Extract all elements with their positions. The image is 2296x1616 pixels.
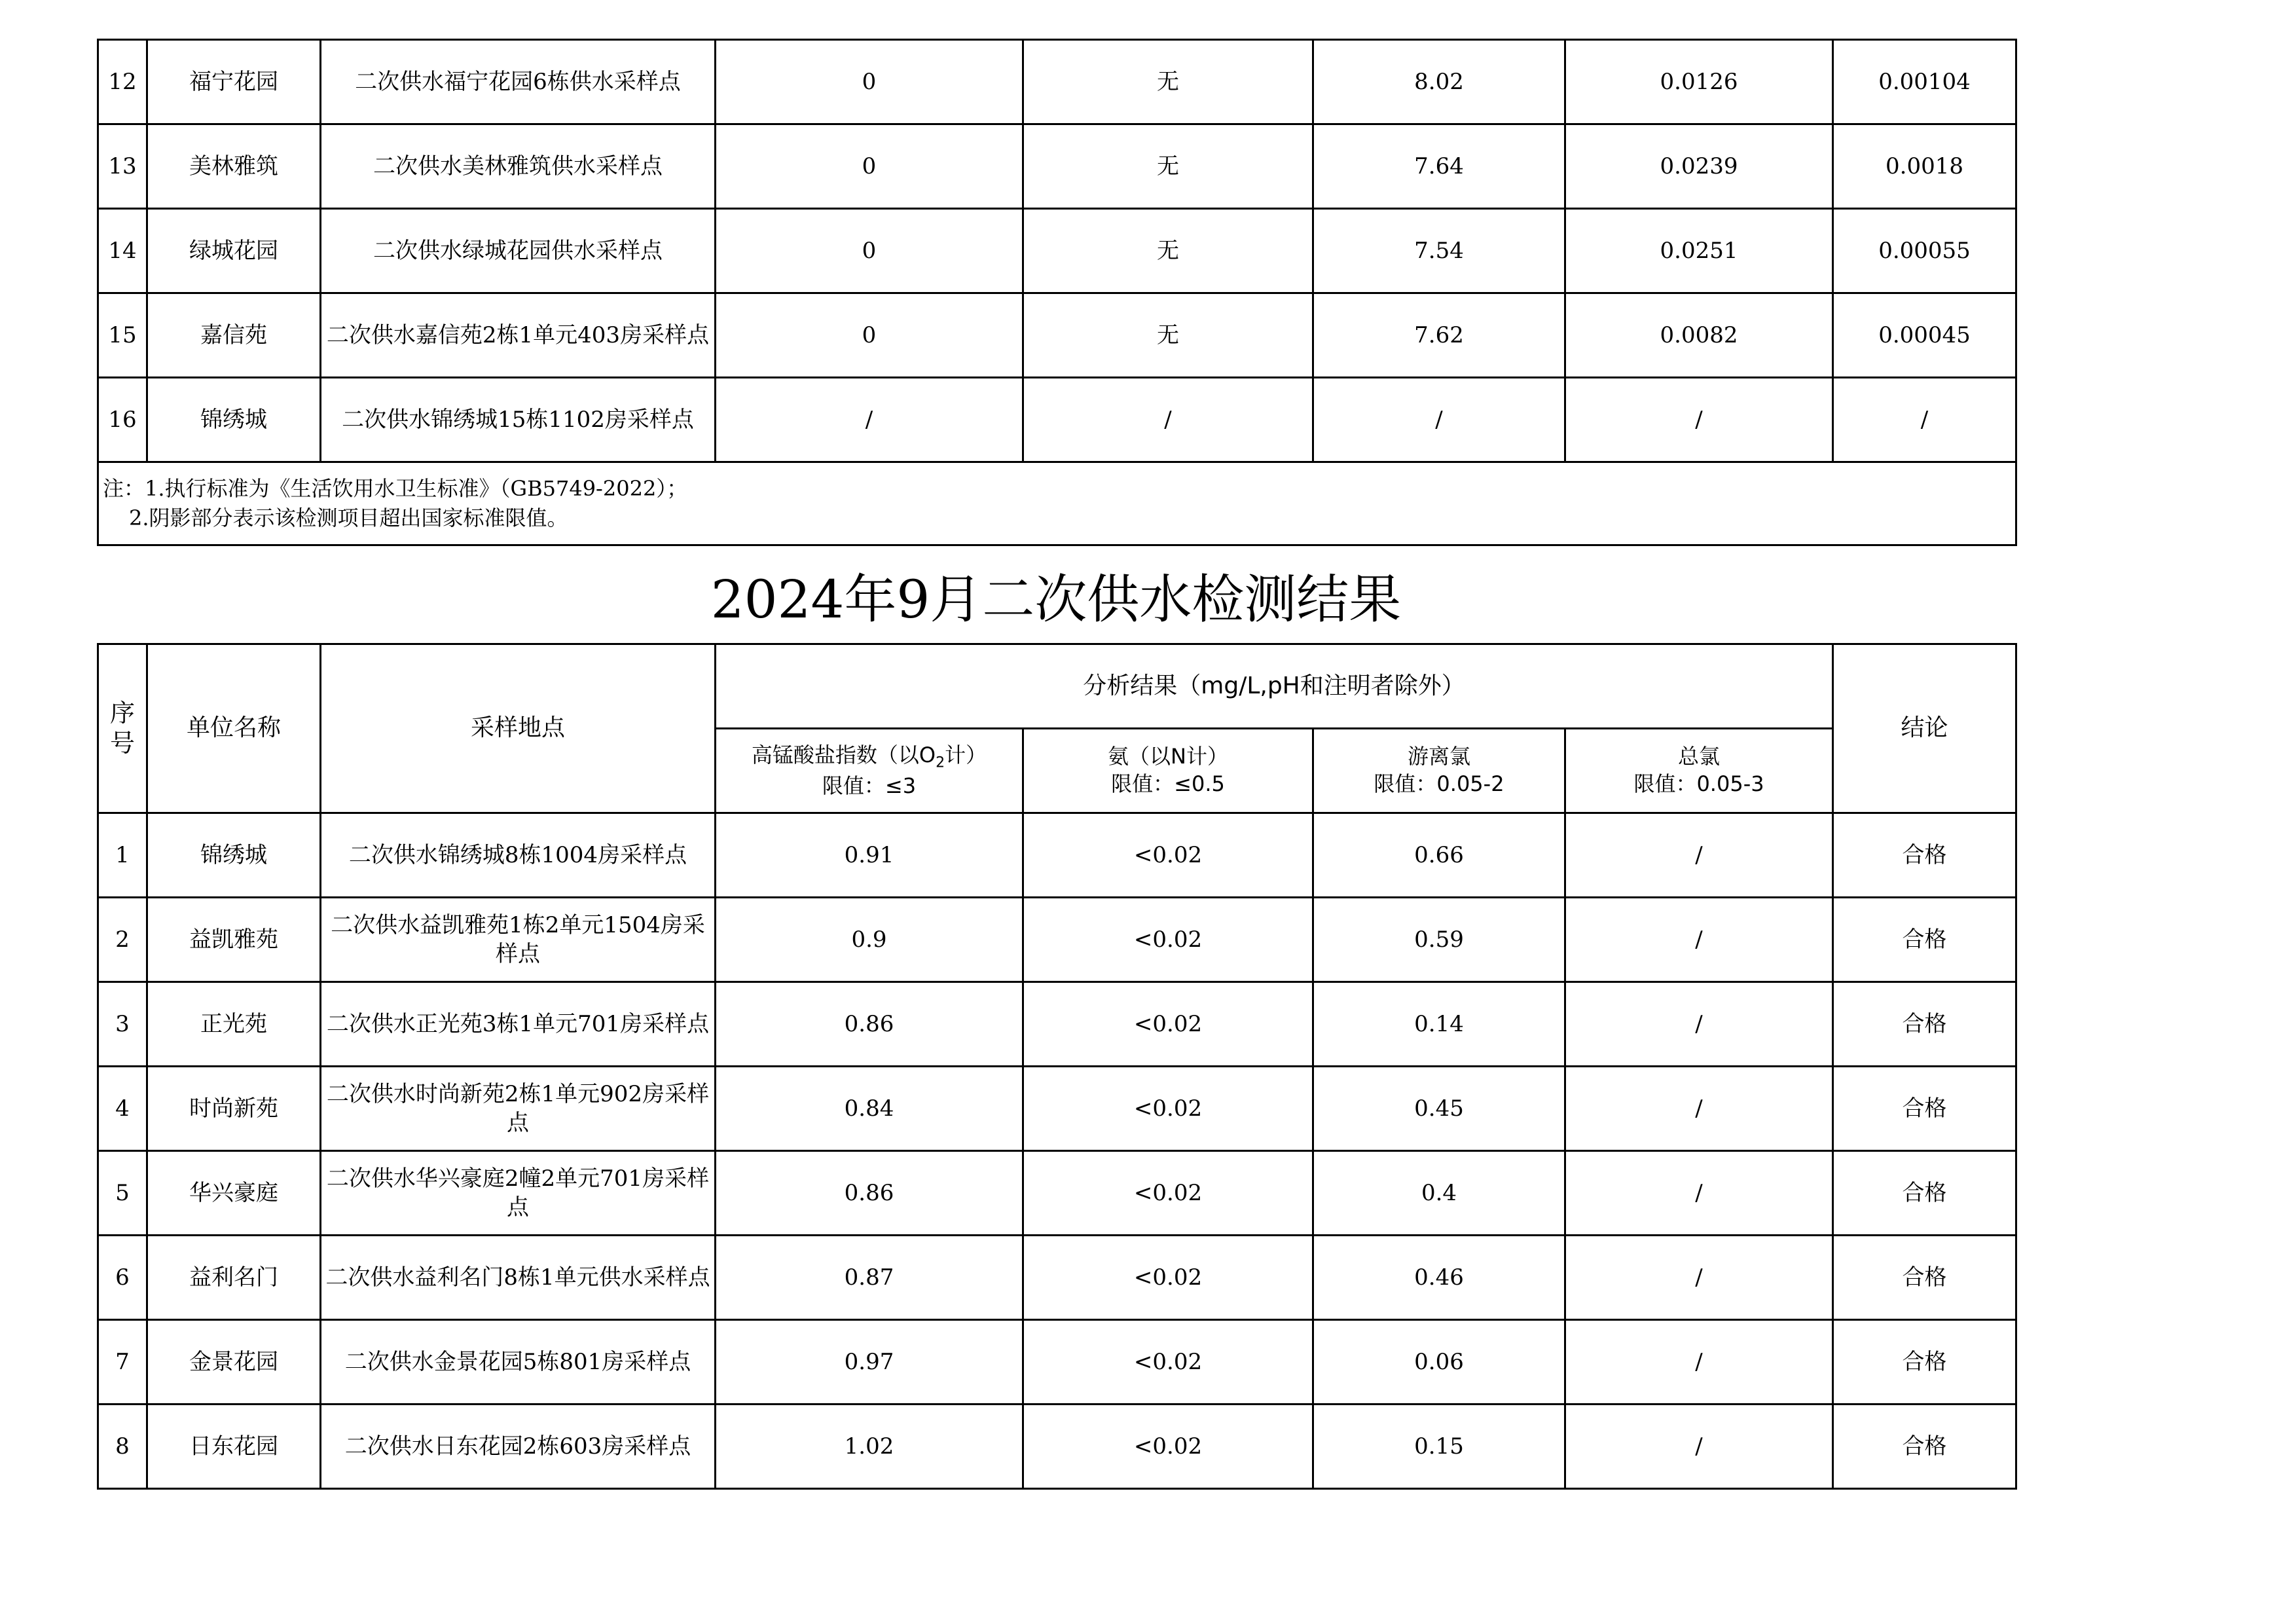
value-cell: 0 — [716, 293, 1023, 378]
permanganate-value: 0.84 — [716, 1067, 1023, 1151]
header-total-chlorine-name: 总氯 — [1678, 744, 1721, 769]
value-cell: / — [1565, 378, 1833, 462]
header-ammonia-name: 氨（以N计） — [1108, 744, 1228, 769]
row-number: 7 — [98, 1320, 147, 1405]
row-number: 14 — [98, 209, 147, 293]
permanganate-value: 0.86 — [716, 982, 1023, 1067]
value-cell: / — [1833, 378, 2016, 462]
permanganate-value: 1.02 — [716, 1405, 1023, 1489]
free-chlorine-value: 0.4 — [1313, 1151, 1565, 1236]
value-cell: 0.0126 — [1565, 40, 1833, 124]
conclusion-value: 合格 — [1833, 1405, 2016, 1489]
sampling-site: 二次供水绿城花园供水采样点 — [321, 209, 716, 293]
header-unit: 单位名称 — [147, 644, 321, 813]
sampling-site: 二次供水嘉信苑2栋1单元403房采样点 — [321, 293, 716, 378]
total-chlorine-value: / — [1565, 1236, 1833, 1320]
sampling-site: 二次供水正光苑3栋1单元701房采样点 — [321, 982, 716, 1067]
notes-cell — [98, 462, 2016, 545]
previous-results-table — [97, 39, 2017, 546]
header-free-chlorine — [1313, 729, 1565, 813]
table-row — [98, 40, 2016, 124]
permanganate-value: 0.9 — [716, 898, 1023, 982]
row-number: 12 — [98, 40, 147, 124]
header-conclusion: 结论 — [1833, 644, 2016, 813]
total-chlorine-value: / — [1565, 1405, 1833, 1489]
unit-name: 嘉信苑 — [147, 293, 321, 378]
row-number: 16 — [98, 378, 147, 462]
total-chlorine-value: / — [1565, 1320, 1833, 1405]
row-number: 2 — [98, 898, 147, 982]
free-chlorine-value: 0.14 — [1313, 982, 1565, 1067]
unit-name: 美林雅筑 — [147, 124, 321, 209]
notes-row — [98, 462, 2016, 545]
ammonia-value: <0.02 — [1023, 813, 1313, 898]
conclusion-value: 合格 — [1833, 1236, 2016, 1320]
total-chlorine-value: / — [1565, 1151, 1833, 1236]
total-chlorine-value: / — [1565, 982, 1833, 1067]
header-permanganate — [716, 729, 1023, 813]
ammonia-value: <0.02 — [1023, 1067, 1313, 1151]
unit-name: 正光苑 — [147, 982, 321, 1067]
table-row — [98, 293, 2016, 378]
conclusion-value: 合格 — [1833, 1320, 2016, 1405]
unit-name: 益凯雅苑 — [147, 898, 321, 982]
total-chlorine-value: / — [1565, 1067, 1833, 1151]
value-cell: 0 — [716, 124, 1023, 209]
unit-name: 福宁花园 — [147, 40, 321, 124]
value-cell: 无 — [1023, 293, 1313, 378]
table-row — [98, 1236, 2016, 1320]
header-total-chlorine — [1565, 729, 1833, 813]
total-chlorine-value: / — [1565, 813, 1833, 898]
ammonia-value: <0.02 — [1023, 898, 1313, 982]
row-number: 3 — [98, 982, 147, 1067]
sampling-site: 二次供水锦绣城8栋1004房采样点 — [321, 813, 716, 898]
permanganate-value: 0.86 — [716, 1151, 1023, 1236]
header-seq-line1: 序 — [109, 698, 135, 727]
free-chlorine-value: 0.45 — [1313, 1067, 1565, 1151]
free-chlorine-value: 0.46 — [1313, 1236, 1565, 1320]
value-cell: 无 — [1023, 124, 1313, 209]
total-chlorine-value: / — [1565, 898, 1833, 982]
table-row — [98, 378, 2016, 462]
value-cell: 无 — [1023, 40, 1313, 124]
conclusion-value: 合格 — [1833, 898, 2016, 982]
value-cell: 0 — [716, 209, 1023, 293]
sampling-site: 二次供水日东花园2栋603房采样点 — [321, 1405, 716, 1489]
table-row — [98, 982, 2016, 1067]
header-ammonia-limit: 限值：≤0.5 — [1111, 771, 1225, 796]
row-number: 15 — [98, 293, 147, 378]
value-cell: / — [716, 378, 1023, 462]
table-row — [98, 813, 2016, 898]
row-number: 6 — [98, 1236, 147, 1320]
value-cell: 7.54 — [1313, 209, 1565, 293]
sampling-site: 二次供水益凯雅苑1栋2单元1504房采样点 — [321, 898, 716, 982]
table-row — [98, 898, 2016, 982]
results-table — [97, 643, 2017, 1490]
header-permanganate-limit: 限值：≤3 — [822, 773, 917, 798]
ammonia-value: <0.02 — [1023, 1320, 1313, 1405]
sampling-site: 二次供水锦绣城15栋1102房采样点 — [321, 378, 716, 462]
table-row — [98, 1405, 2016, 1489]
free-chlorine-value: 0.15 — [1313, 1405, 1565, 1489]
value-cell: / — [1313, 378, 1565, 462]
row-number: 5 — [98, 1151, 147, 1236]
unit-name: 绿城花园 — [147, 209, 321, 293]
permanganate-value: 0.87 — [716, 1236, 1023, 1320]
header-ammonia — [1023, 729, 1313, 813]
header-site: 采样地点 — [321, 644, 716, 813]
unit-name: 益利名门 — [147, 1236, 321, 1320]
table-row — [98, 1320, 2016, 1405]
unit-name: 锦绣城 — [147, 813, 321, 898]
sampling-site: 二次供水美林雅筑供水采样点 — [321, 124, 716, 209]
conclusion-value: 合格 — [1833, 1151, 2016, 1236]
sampling-site: 二次供水益利名门8栋1单元供水采样点 — [321, 1236, 716, 1320]
row-number: 13 — [98, 124, 147, 209]
ammonia-value: <0.02 — [1023, 1236, 1313, 1320]
value-cell: 0 — [716, 40, 1023, 124]
free-chlorine-value: 0.59 — [1313, 898, 1565, 982]
conclusion-value: 合格 — [1833, 813, 2016, 898]
note-line-1: 注：1.执行标准为《生活饮用水卫生标准》（GB5749-2022）； — [103, 476, 688, 502]
value-cell: 7.62 — [1313, 293, 1565, 378]
ammonia-value: <0.02 — [1023, 982, 1313, 1067]
value-cell: 0.00055 — [1833, 209, 2016, 293]
header-permanganate-name: 高锰酸盐指数（以$O_2$计） — [751, 742, 987, 771]
row-number: 1 — [98, 813, 147, 898]
value-cell: 无 — [1023, 209, 1313, 293]
sampling-site: 二次供水时尚新苑2栋1单元902房采样点 — [321, 1067, 716, 1151]
note-line-2: 2.阴影部分表示该检测项目超出国家标准限值。 — [129, 505, 568, 530]
unit-name: 金景花园 — [147, 1320, 321, 1405]
value-cell: 7.64 — [1313, 124, 1565, 209]
table-row — [98, 209, 2016, 293]
permanganate-value: 0.97 — [716, 1320, 1023, 1405]
table-row — [98, 1067, 2016, 1151]
unit-name: 华兴豪庭 — [147, 1151, 321, 1236]
header-free-chlorine-limit: 限值：0.05-2 — [1374, 771, 1504, 796]
row-number: 4 — [98, 1067, 147, 1151]
sampling-site: 二次供水华兴豪庭2幢2单元701房采样点 — [321, 1151, 716, 1236]
sampling-site: 二次供水金景花园5栋801房采样点 — [321, 1320, 716, 1405]
free-chlorine-value: 0.66 — [1313, 813, 1565, 898]
header-total-chlorine-limit: 限值：0.05-3 — [1633, 771, 1764, 796]
value-cell: 8.02 — [1313, 40, 1565, 124]
unit-name: 日东花园 — [147, 1405, 321, 1489]
value-cell: 0.0251 — [1565, 209, 1833, 293]
permanganate-value: 0.91 — [716, 813, 1023, 898]
value-cell: 0.00045 — [1833, 293, 2016, 378]
header-analysis-group: 分析结果（mg/L,pH和注明者除外） — [716, 644, 1833, 729]
free-chlorine-value: 0.06 — [1313, 1320, 1565, 1405]
header-seq — [98, 644, 147, 813]
table-row — [98, 124, 2016, 209]
page-title: 2024年9月二次供水检测结果 — [710, 569, 1402, 630]
unit-name: 锦绣城 — [147, 378, 321, 462]
ammonia-value: <0.02 — [1023, 1151, 1313, 1236]
value-cell: 0.0082 — [1565, 293, 1833, 378]
table-row — [98, 1151, 2016, 1236]
conclusion-value: 合格 — [1833, 982, 2016, 1067]
value-cell: 0.0239 — [1565, 124, 1833, 209]
ammonia-value: <0.02 — [1023, 1405, 1313, 1489]
value-cell: 0.00104 — [1833, 40, 2016, 124]
sampling-site: 二次供水福宁花园6栋供水采样点 — [321, 40, 716, 124]
value-cell: / — [1023, 378, 1313, 462]
value-cell: 0.0018 — [1833, 124, 2016, 209]
header-seq-line2: 号 — [109, 728, 135, 758]
row-number: 8 — [98, 1405, 147, 1489]
header-free-chlorine-name: 游离氯 — [1407, 744, 1470, 769]
conclusion-value: 合格 — [1833, 1067, 2016, 1151]
unit-name: 时尚新苑 — [147, 1067, 321, 1151]
header-row — [98, 644, 2016, 729]
